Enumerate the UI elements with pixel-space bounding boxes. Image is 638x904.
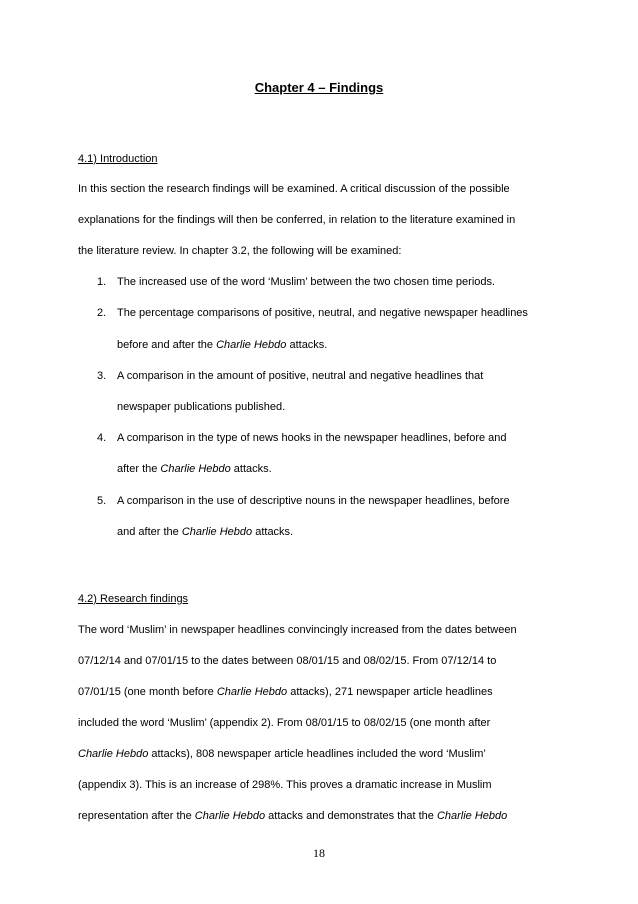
list-item-4-line-2 — [117, 462, 272, 476]
intro-line-1: In this section the research findings will be examined. A critical discussion of the possible — [78, 183, 510, 195]
list-number: 4. — [97, 432, 107, 444]
intro-heading: 4.1) Introduction — [78, 153, 158, 165]
list-item-2-line-2 — [117, 338, 327, 352]
list-number: 2. — [97, 307, 107, 319]
list-item-3-line-1: A comparison in the amount of positive, neutral and negative headlines that — [117, 370, 484, 382]
list-number: 3. — [97, 370, 107, 382]
text-run: attacks. — [286, 339, 328, 351]
text-run: attacks and demonstrates that the — [265, 810, 437, 822]
list-item-5-line-2 — [117, 525, 293, 539]
italic-text: Charlie Hebdo — [194, 810, 266, 822]
text-run: 07/01/15 (one month before — [78, 686, 217, 698]
italic-text: Charlie Hebdo — [181, 526, 253, 538]
list-item-3-line-2: newspaper publications published. — [117, 401, 286, 413]
italic-text: Charlie Hebdo — [216, 686, 288, 698]
findings-line-1: The word ‘Muslim’ in newspaper headlines convincingly increased from the dates between — [78, 624, 517, 636]
findings-line-2: 07/12/14 and 07/01/15 to the dates between 08/01/15 and 08/02/15. From 07/12/14 to — [78, 655, 497, 667]
list-item-1-line-1: The increased use of the word ‘Muslim’ between the two chosen time periods. — [117, 276, 496, 288]
text-run: attacks. — [230, 463, 272, 475]
list-number: 5. — [97, 495, 107, 507]
text-run: attacks), 271 newspaper article headlines — [287, 686, 493, 698]
text-run: and after the — [117, 526, 182, 538]
findings-line-6: (appendix 3). This is an increase of 298%. This proves a dramatic increase in Muslim — [78, 779, 492, 791]
text-run: representation after the — [78, 810, 195, 822]
findings-line-4: included the word ‘Muslim’ (appendix 2). From 08/01/15 to 08/02/15 (one month after — [78, 717, 491, 729]
italic-text: Charlie Hebdo — [160, 463, 231, 475]
intro-line-2: explanations for the findings will then be conferred, in relation to the literature examined in — [78, 214, 516, 226]
findings-line-5 — [78, 747, 486, 761]
text-run: attacks), 808 newspaper article headlines included the word ‘Muslim’ — [148, 748, 486, 760]
text-run: before and after the — [117, 339, 217, 351]
findings-line-7 — [78, 809, 507, 823]
italic-text: Charlie Hebdo — [78, 748, 149, 760]
findings-line-3 — [78, 685, 493, 699]
italic-text: Charlie Hebdo — [216, 339, 287, 351]
findings-heading: 4.2) Research findings — [78, 593, 189, 605]
text-run: attacks. — [252, 526, 294, 538]
chapter-title — [0, 80, 638, 95]
list-item-4-line-1: A comparison in the type of news hooks in the newspaper headlines, before and — [117, 432, 507, 444]
page-number: 18 — [313, 846, 325, 860]
chapter-title-text: Chapter 4 – Findings — [254, 80, 384, 95]
list-item-2-line-1: The percentage comparisons of positive, neutral, and negative newspaper headlines — [117, 307, 528, 319]
text-run: after the — [117, 463, 161, 475]
intro-line-3: the literature review. In chapter 3.2, the following will be examined: — [78, 245, 402, 257]
list-number: 1. — [97, 276, 107, 288]
italic-text: Charlie Hebdo — [436, 810, 508, 822]
list-item-5-line-1: A comparison in the use of descriptive nouns in the newspaper headlines, before — [117, 495, 510, 507]
